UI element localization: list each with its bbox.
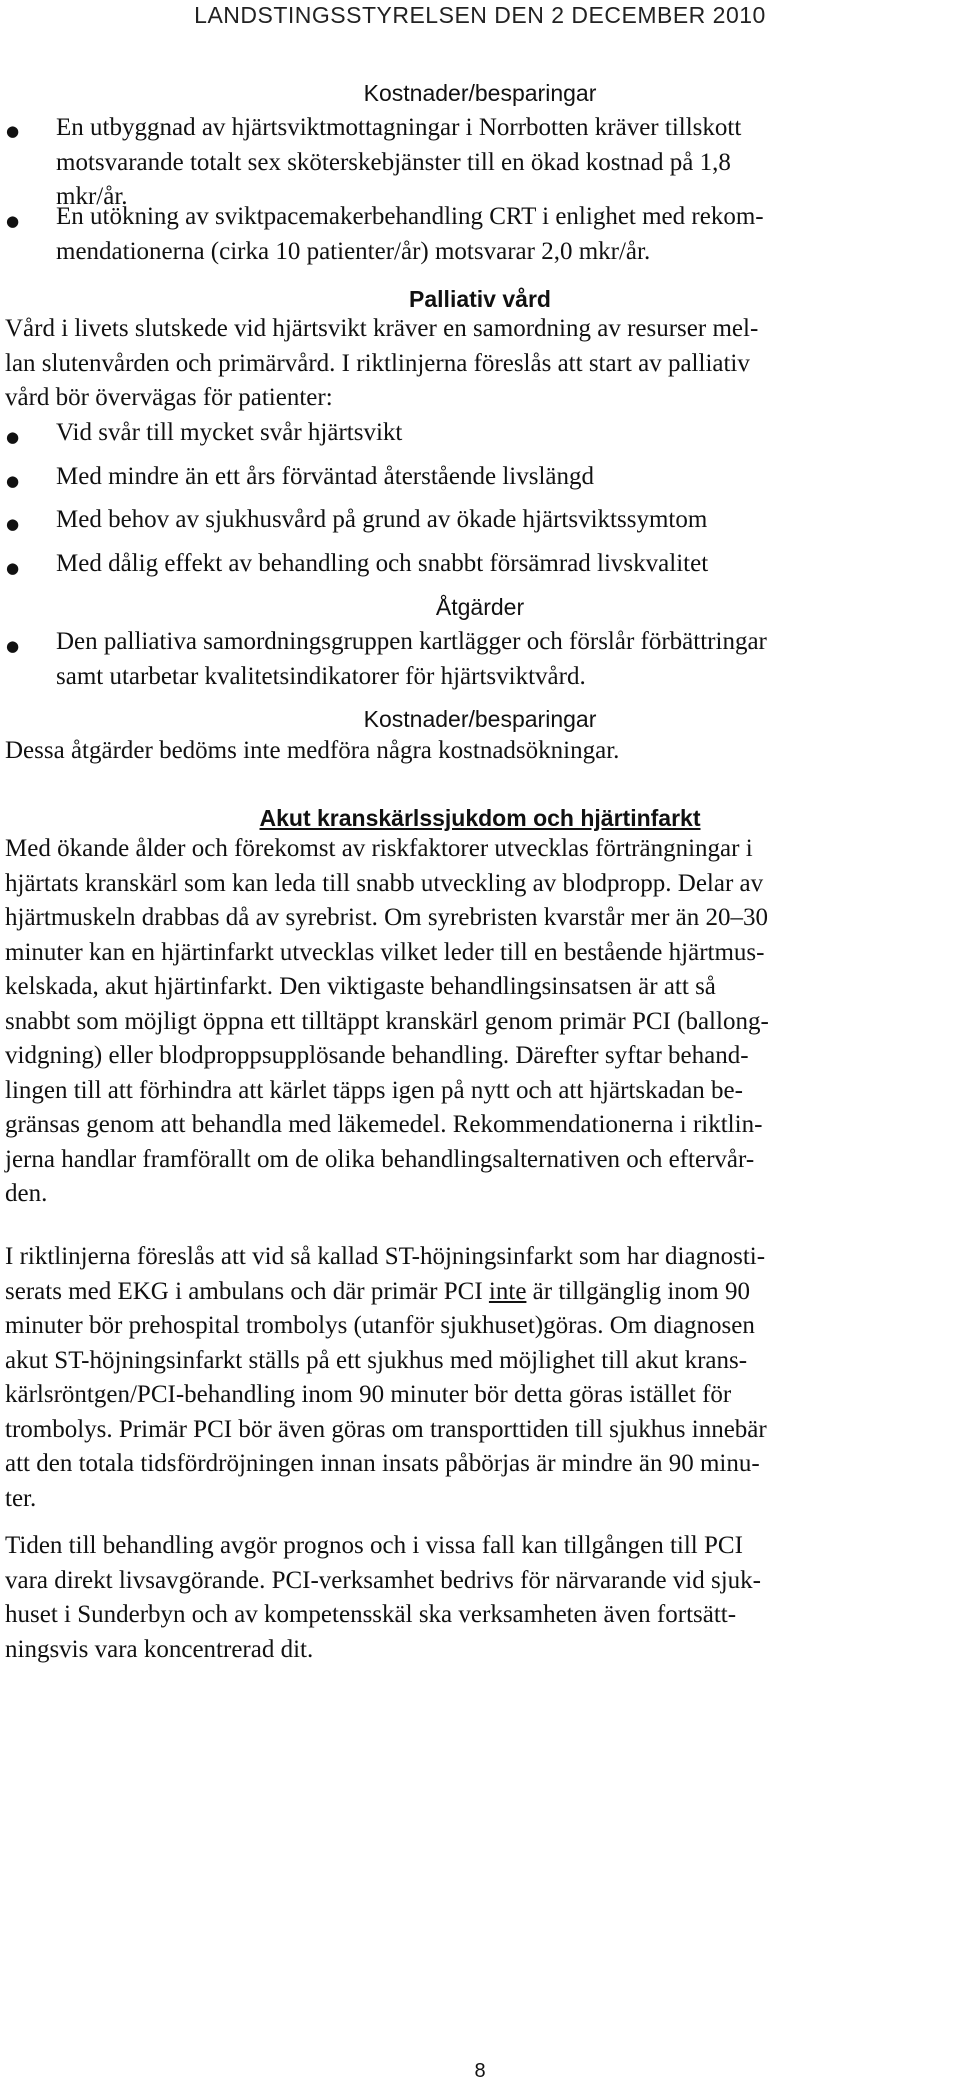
- page-number: 8: [474, 2060, 486, 2082]
- paragraph-palliativ-intro: Vård i livets slutskede vid hjärtsvikt kräver en samordning av resurser mel- lan slutenvården och primärvård. I riktlinjerna föreslås att start av palliativ vård bör övervägas för patienter:: [5, 315, 759, 411]
- section-heading-kostnader-2: Kostnader/besparingar: [363, 706, 597, 732]
- list-item: Med mindre än ett års förväntad återstående livslängd: [56, 463, 595, 490]
- list-item: Med behov av sjukhusvård på grund av ökade hjärtsviktssymtom: [56, 506, 708, 533]
- section-heading-atgarder: Åtgärder: [435, 594, 525, 620]
- list-item: Med dålig effekt av behandling och snabbt försämrad livskvalitet: [56, 550, 709, 577]
- bullet-icon: ●: [6, 637, 20, 655]
- bullet-item-crt: En utökning av sviktpacemakerbehandling CRT i enlighet med rekom- mendationerna (cirka 10 patienter/år) motsvarar 2,0 mkr/år.: [56, 203, 764, 265]
- bullet-icon: ●: [6, 212, 20, 230]
- paragraph-akut-1: Med ökande ålder och förekomst av riskfaktorer utvecklas förträngningar i hjärtats kranskärl som kan leda till snabb utveckling av blodpropp. Delar av hjärtmuskeln drabbas då av syrebrist. Om syrebristen kvarstår mer än 20–30 minuter kan en hjärtinfarkt utvecklas vilket leder till en bestående hjärtmus- kelskada, akut hjärtinfarkt. Den viktigaste behandlingsinsatsen är att så snabbt som möjligt öppna ett tilltäppt kranskärl genom primär PCI (ballong- vidgning) eller blodproppsupplösande behandling. Därefter syftar behand- lingen till att förhindra att kärlet täpps igen på nytt och att hjärtskadan be- gränsas genom att behandla med läkemedel. Rekommendationerna i riktlin- jerna handlar framförallt om de olika behandlingsalternativen och eftervår- den.: [5, 835, 769, 1207]
- section-heading-palliativ: Palliativ vård: [409, 286, 551, 312]
- bullet-icon: ●: [6, 122, 20, 140]
- underlined-word: inte: [488, 1277, 527, 1305]
- paragraph-akut-2: I riktlinjerna föreslås att vid så kallad ST-höjningsinfarkt som har diagnosti- serats med EKG i ambulans och där primär PCI inte är tillgänglig inom 90 minuter bör prehospital trombolys (utanför sjukhuset)göras. Om diagnosen akut ST-höjningsinfarkt ställs på ett sjukhus med möjlighet till akut krans- kärlsröntgen/PCI-behandling inom 90 minuter bör detta göras istället för trombolys. Primär PCI bör även göras om transporttiden till sjukhus innebär att den totala tidsfördröjningen innan insats påbörjas är mindre än 90 minu- ter.: [5, 1240, 938, 1516]
- section-heading-kostnader: Kostnader/besparingar: [363, 80, 597, 106]
- bullet-item-samordningsgruppen: Den palliativa samordningsgruppen kartlägger och förslår förbättringar samt utarbetar kvalitetsindikatorer för hjärtsviktvård.: [56, 628, 767, 690]
- list-item: Vid svår till mycket svår hjärtsvikt: [56, 419, 403, 446]
- bullet-icon: ●: [6, 472, 20, 490]
- bullet-item-hjartsviktmottagningar: En utbyggnad av hjärtsviktmottagningar i Norrbotten kräver tillskott motsvarande totalt sex sköterskebjänster till en ökad kostnad på 1,8 mkr/år.: [56, 114, 742, 210]
- paragraph-kostnader: Dessa åtgärder bedöms inte medföra några kostnadsökningar.: [5, 737, 620, 764]
- line-with-underline: serats med EKG i ambulans och där primär PCI inte är tillgänglig inom 90: [5, 1277, 751, 1305]
- running-header: LANDSTINGSSTYRELSEN DEN 2 DECEMBER 2010: [194, 2, 766, 28]
- section-heading-akut: Akut kranskärlssjukdom och hjärtinfarkt: [259, 805, 701, 831]
- bullet-icon: ●: [6, 559, 20, 577]
- bullet-icon: ●: [6, 428, 20, 446]
- paragraph-akut-3: Tiden till behandling avgör prognos och i vissa fall kan tillgången till PCI vara direkt livsavgörande. PCI-verksamhet bedrivs för närvarande vid sjuk- huset i Sunderbyn och av kompetensskäl ska verksamheten även fortsätt- ningsvis vara koncentrerad dit.: [5, 1532, 762, 1663]
- bullet-icon: ●: [6, 515, 20, 533]
